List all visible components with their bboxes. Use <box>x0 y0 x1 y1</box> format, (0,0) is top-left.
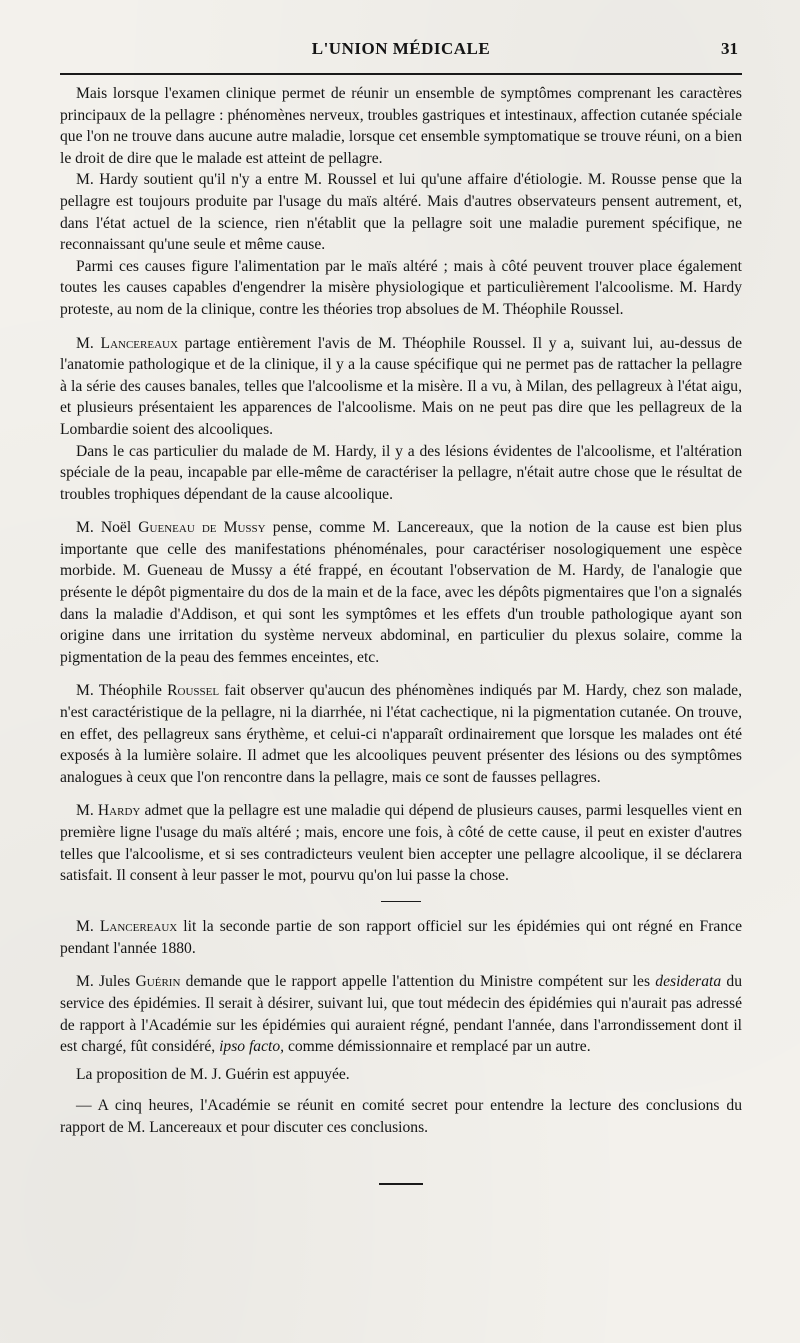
page-number: 31 <box>721 39 738 58</box>
paragraph: M. Lancereaux partage entièrement l'avis de M. Théophile Roussel. Il y a, suivant lui, au-dessus de l'anatomie pathologique et de la clinique, il y a la cause spécifique qui ne permet pas de rattacher la pellagre à la série des causes banales, telles que l'alcoolisme et la misère. Il a vu, à Milan, des pellagreux à l'état aigu, et plusieurs présentaient les apparences de l'alcoolisme. Mais on ne peut pas dire que les pellagreux de la Lombardie soient des alcooliques. <box>60 334 743 438</box>
end-divider <box>379 1183 423 1185</box>
speaker-name: Guérin <box>135 973 181 991</box>
paragraph: M. Hardy soutient qu'il n'y a entre M. Roussel et lui qu'une affaire d'étiologie. M. Rousse pense que la pellagre est toujours produite par l'usage du maïs altéré. Mais d'autres observateurs pensent autrement, et, dans l'état actuel de la science, rien n'établit que la pellagre soit une maladie purement spécifique, ne reconnaissant qu'une seule et même cause. <box>60 171 742 254</box>
speaker-name: Hardy <box>97 802 141 820</box>
paragraph: M. Lancereaux lit la seconde partie de son rapport officiel sur les épidémies qui ont régné en France pendant l'année 1880. <box>60 918 742 957</box>
header-rule <box>60 73 742 75</box>
paragraph: Parmi ces causes figure l'alimentation par le maïs altéré ; mais à côté peuvent trouver place également toutes les causes capables d'engendrer la misère physiologique et particulièrement l'alcoolisme. M. Hardy proteste, au nom de la clinique, contre les théories trop absolues de M. Théophile Roussel. <box>60 257 742 318</box>
running-title: L'UNION MÉDICALE <box>311 39 491 58</box>
paragraph: Dans le cas particulier du malade de M. Hardy, il y a des lésions évidentes de l'alcoolisme, et l'altération spéciale de la peau, incapable par elle-même de caractériser la pellagre, n'était autre chose que le résultat de troubles trophiques dépendant de la cause alcoolique. <box>60 442 742 503</box>
paragraph: M. Théophile Roussel fait observer qu'aucun des phénomènes indiqués par M. Hardy, chez son malade, n'est caractéristique de la pellagre, ni la diarrhée, ni l'état cachectique, ni la pigmentation cutanée. On trouve, en effet, des pellagreux sans érythème, et celui-ci n'apparaît ordinairement que lorsque les malades ont été exposés à la lumière solaire. Il admet que les alcooliques peuvent présenter des lésions ou des symptômes analogues à ceux que l'on rencontre dans la pellagre, mais ce sont de fausses pellagres. <box>60 682 743 786</box>
paragraph: M. Noël Gueneau de Mussy pense, comme M. Lancereaux, que la notion de la cause est bien plus importante que celle des manifestations phénoménales, pour caractériser nosologiquement une espèce morbide. M. Gueneau de Mussy a été frappé, en écoutant l'observation de M. Hardy, de l'analogie que présente le dépôt pigmentaire du dos de la main et de la face, avec les dépôts pigmentaires que l'on a signalés dans la maladie d'Addison, et qui sont les symptômes et les effets d'un trouble pathologique ayant son origine dans une irritation du système nerveux abdominal, en particulier du plexus solaire, comme la pigmentation de la peau des femmes enceintes, etc. <box>60 519 742 666</box>
speaker-name: Lancereaux <box>99 918 178 936</box>
paragraph: M. Jules Guérin demande que le rapport appelle l'attention du Ministre compétent sur les desiderata du service des épidémies. Il serait à désirer, suivant lui, que tout médecin des épidémies qui n'aurait pas adressé de rapport à l'Académie sur les épidémies qui auraient régné, pendant l'année, dans l'arrondissement dont il est chargé, fût considéré, ipso facto, comme démissionnaire et remplacé par un autre. <box>60 973 743 1056</box>
speaker-name: Roussel <box>167 682 220 700</box>
paragraph: — A cinq heures, l'Académie se réunit en comité secret pour entendre la lecture des conclusions du rapport de M. Lancereaux et pour discuter ces conclusions. <box>60 1097 742 1137</box>
speaker-name: Gueneau de Mussy <box>138 519 266 537</box>
paragraph: La proposition de M. J. Guérin est appuyée. <box>76 1065 350 1083</box>
speaker-name: Lancereaux <box>100 334 178 352</box>
section-divider <box>381 901 421 903</box>
article-body <box>60 83 742 1139</box>
page-header <box>60 34 742 64</box>
paragraph: Mais lorsque l'examen clinique permet de réunir un ensemble de symptômes comprenant les caractères principaux de la pellagre : phénomènes nerveux, troubles gastriques et intestinaux, affection cutanée spéciale que l'on ne trouve dans aucune autre maladie, lorsque cet ensemble symptomatique se trouve réuni, on a bien le droit de dire que le malade est atteint de pellagre. <box>60 85 742 167</box>
paragraph: M. Hardy admet que la pellagre est une maladie qui dépend de plusieurs causes, parmi lesquelles vient en première ligne l'usage du maïs altéré ; mais, encore une fois, à côté de cette cause, il peut en exister d'autres telles que l'alcoolisme, et si ses contradicteurs veulent bien accepter une pellagre alcoolique, il se déclarera satisfait. Il consent à leur passer le mot, pourvu qu'on lui passe la chose. <box>60 802 742 885</box>
